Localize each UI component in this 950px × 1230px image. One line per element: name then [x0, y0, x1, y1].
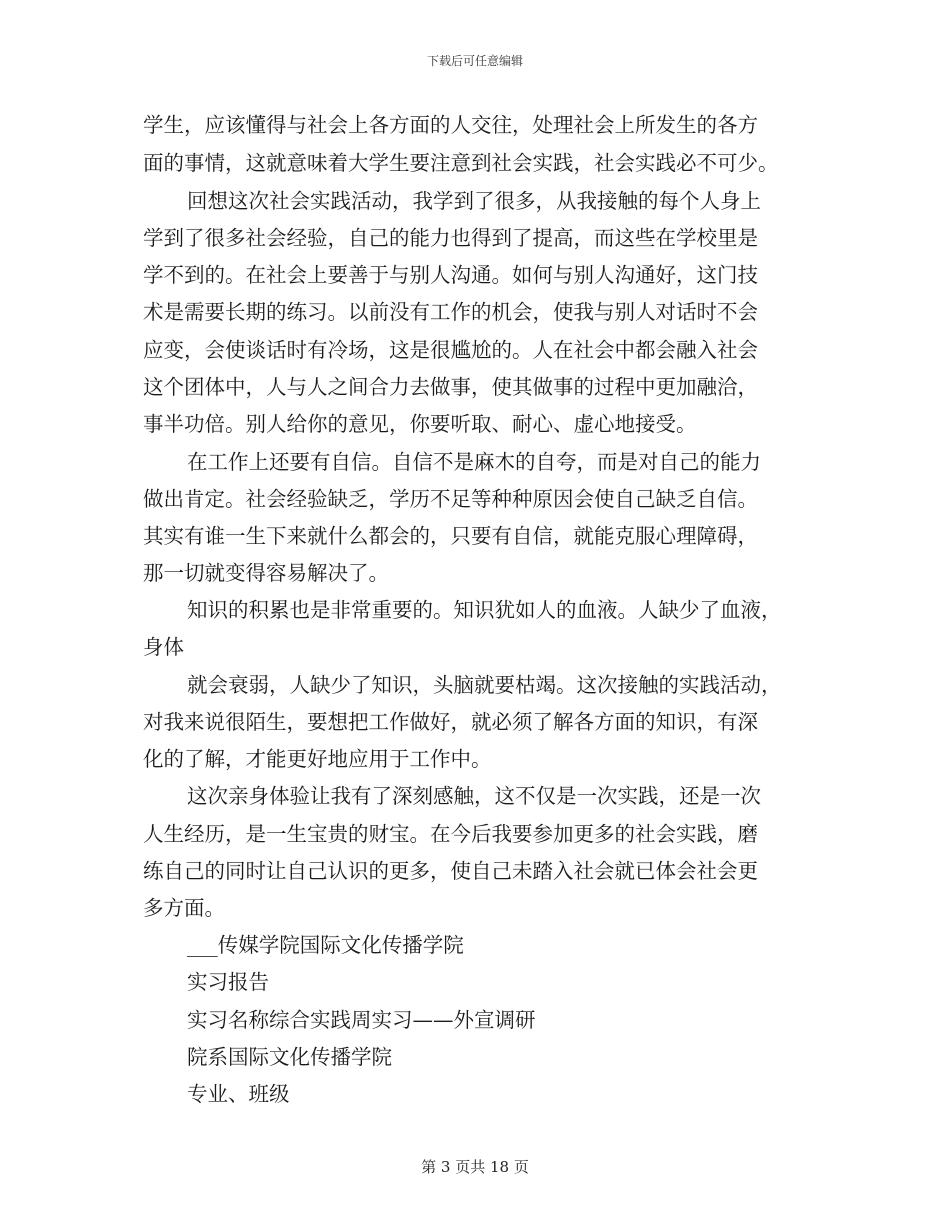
text-line: 面的事情，这就意味着大学生要注意到社会实践，社会实践必不可少。 [143, 151, 779, 175]
text-line: 学不到的。在社会上要善于与别人沟通。如何与别人沟通好，这门技 [143, 263, 758, 287]
text-line: 这次亲身体验让我有了深刻感触，这不仅是一次实践，还是一次 [187, 784, 761, 808]
text-line: 这个团体中，人与人之间合力去做事，使其做事的过程中更加融洽， [143, 375, 758, 399]
page-footer: 第 3 页共 18 页 [421, 1158, 529, 1176]
text-line: 做出肯定。社会经验缺乏，学历不足等种种原因会使自己缺乏自信。 [143, 487, 758, 511]
text-line: 实习名称综合实践周实习——外宣调研 [187, 1008, 536, 1032]
text-line: 练自己的同时让自己认识的更多，使自己未踏入社会就已体会社会更 [143, 859, 758, 883]
text-line: 就会衰弱，人缺少了知识，头脑就要枯竭。这次接触的实践活动， [187, 673, 782, 697]
text-line: 其实有谁一生下来就什么都会的，只要有自信，就能克服心理障碍， [143, 524, 758, 548]
text-line: 回想这次社会实践活动，我学到了很多，从我接触的每个人身上 [187, 189, 761, 213]
text-line: 学到了很多社会经验，自己的能力也得到了提高，而这些在学校里是 [143, 226, 758, 250]
text-line: 在工作上还要有自信。自信不是麻木的自夸，而是对自己的能力 [187, 450, 761, 474]
text-line: 那一切就变得容易解决了。 [143, 561, 389, 585]
text-line: 多方面。 [143, 896, 225, 920]
text-line: 院系国际文化传播学院 [187, 1045, 392, 1069]
text-line: 对我来说很陌生，要想把工作做好，就必须了解各方面的知识，有深 [143, 710, 758, 734]
text-line: 学生，应该懂得与社会上各方面的人交往，处理社会上所发生的各方 [143, 113, 758, 137]
text-line: 专业、班级 [187, 1082, 290, 1106]
text-line: 化的了解，才能更好地应用于工作中。 [143, 747, 492, 771]
text-line: ___传媒学院国际文化传播学院 [187, 933, 464, 957]
text-line: 事半功倍。别人给你的意见，你要听取、耐心、虚心地接受。 [143, 412, 697, 436]
page-header: 下载后可任意编辑 [426, 54, 523, 68]
text-line: 实习报告 [187, 970, 269, 994]
text-line: 术是需要长期的练习。以前没有工作的机会，使我与别人对话时不会 [143, 300, 758, 324]
text-line: 应变，会使谈话时有冷场，这是很尴尬的。人在社会中都会融入社会 [143, 338, 758, 362]
text-line: 人生经历，是一生宝贵的财宝。在今后我要参加更多的社会实践，磨 [143, 822, 758, 846]
text-line: 知识的积累也是非常重要的。知识犹如人的血液。人缺少了血液， [187, 598, 782, 622]
text-line: 身体 [143, 635, 184, 659]
